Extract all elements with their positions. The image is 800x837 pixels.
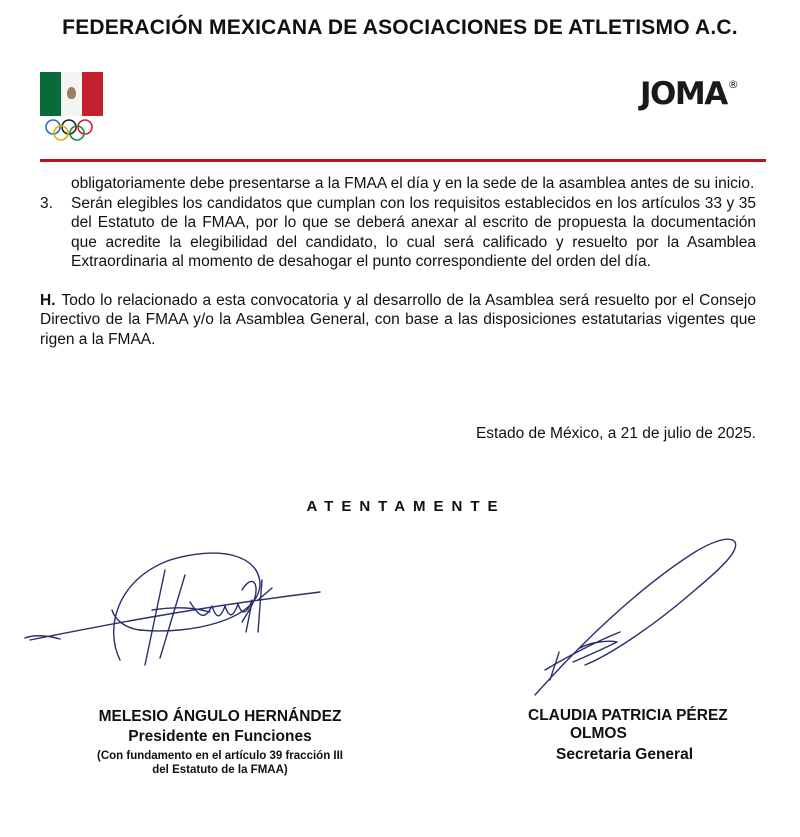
header-divider — [40, 159, 766, 162]
signatory-name-line1: CLAUDIA PATRICIA PÉREZ — [528, 707, 728, 724]
section-h-paragraph — [40, 291, 756, 350]
signatory-name-line2: OLMOS — [570, 725, 627, 742]
mexico-flag-logo — [40, 72, 103, 116]
closing-heading: ATENTAMENTE — [306, 498, 506, 515]
section-h-label: H. — [40, 291, 56, 309]
date-line: Estado de México, a 21 de julio de 2025. — [475, 425, 756, 442]
continuation-paragraph: obligatoriamente debe presentarse a la FMAA el día y en la sede de la asamblea antes de su inicio. — [71, 175, 755, 192]
signatory-role: Presidente en Funciones — [128, 728, 312, 745]
joma-logo: JOMA® — [640, 76, 739, 112]
signatory-secretary — [528, 707, 778, 765]
list-item-number: 3. — [40, 194, 53, 212]
list-item-text: Serán elegibles los candidatos que cumplan con los requisitos establecidos en los artículos 33 y 35 del Estatuto de la FMAA, por lo que se deberá anexar al escrito de propuesta la documentación que acredite la elegibilidad del candidato, lo cual será calificado y resuelto por la Asamblea Extraordinaria al momento de desahogar el punto correspondiente del orden del día. — [71, 194, 756, 270]
signatory-role: Secretaria General — [556, 746, 694, 763]
signatory-president — [60, 707, 380, 777]
organization-title: FEDERACIÓN MEXICANA DE ASOCIACIONES DE ATLETISMO A.C. — [62, 16, 738, 39]
signatory-note-line1: (Con fundamento en el artículo 39 fracción III — [96, 750, 343, 762]
signatory-name: MELESIO ÁNGULO HERNÁNDEZ — [98, 708, 342, 725]
document-body — [40, 174, 756, 349]
list-item-3 — [40, 194, 756, 272]
signatory-note-line2: del Estatuto de la FMAA) — [152, 764, 288, 776]
section-h-text: Todo lo relacionado a esta convocatoria y al desarrollo de la Asamblea será resuelto por el Consejo Directivo de la FMAA y/o la Asamblea General, con base a las disposiciones estatutarias vigentes que rigen a la FMAA. — [40, 291, 756, 348]
signature-secretary — [525, 530, 755, 705]
signature-president — [20, 540, 360, 670]
olympic-rings-logo — [44, 118, 102, 142]
